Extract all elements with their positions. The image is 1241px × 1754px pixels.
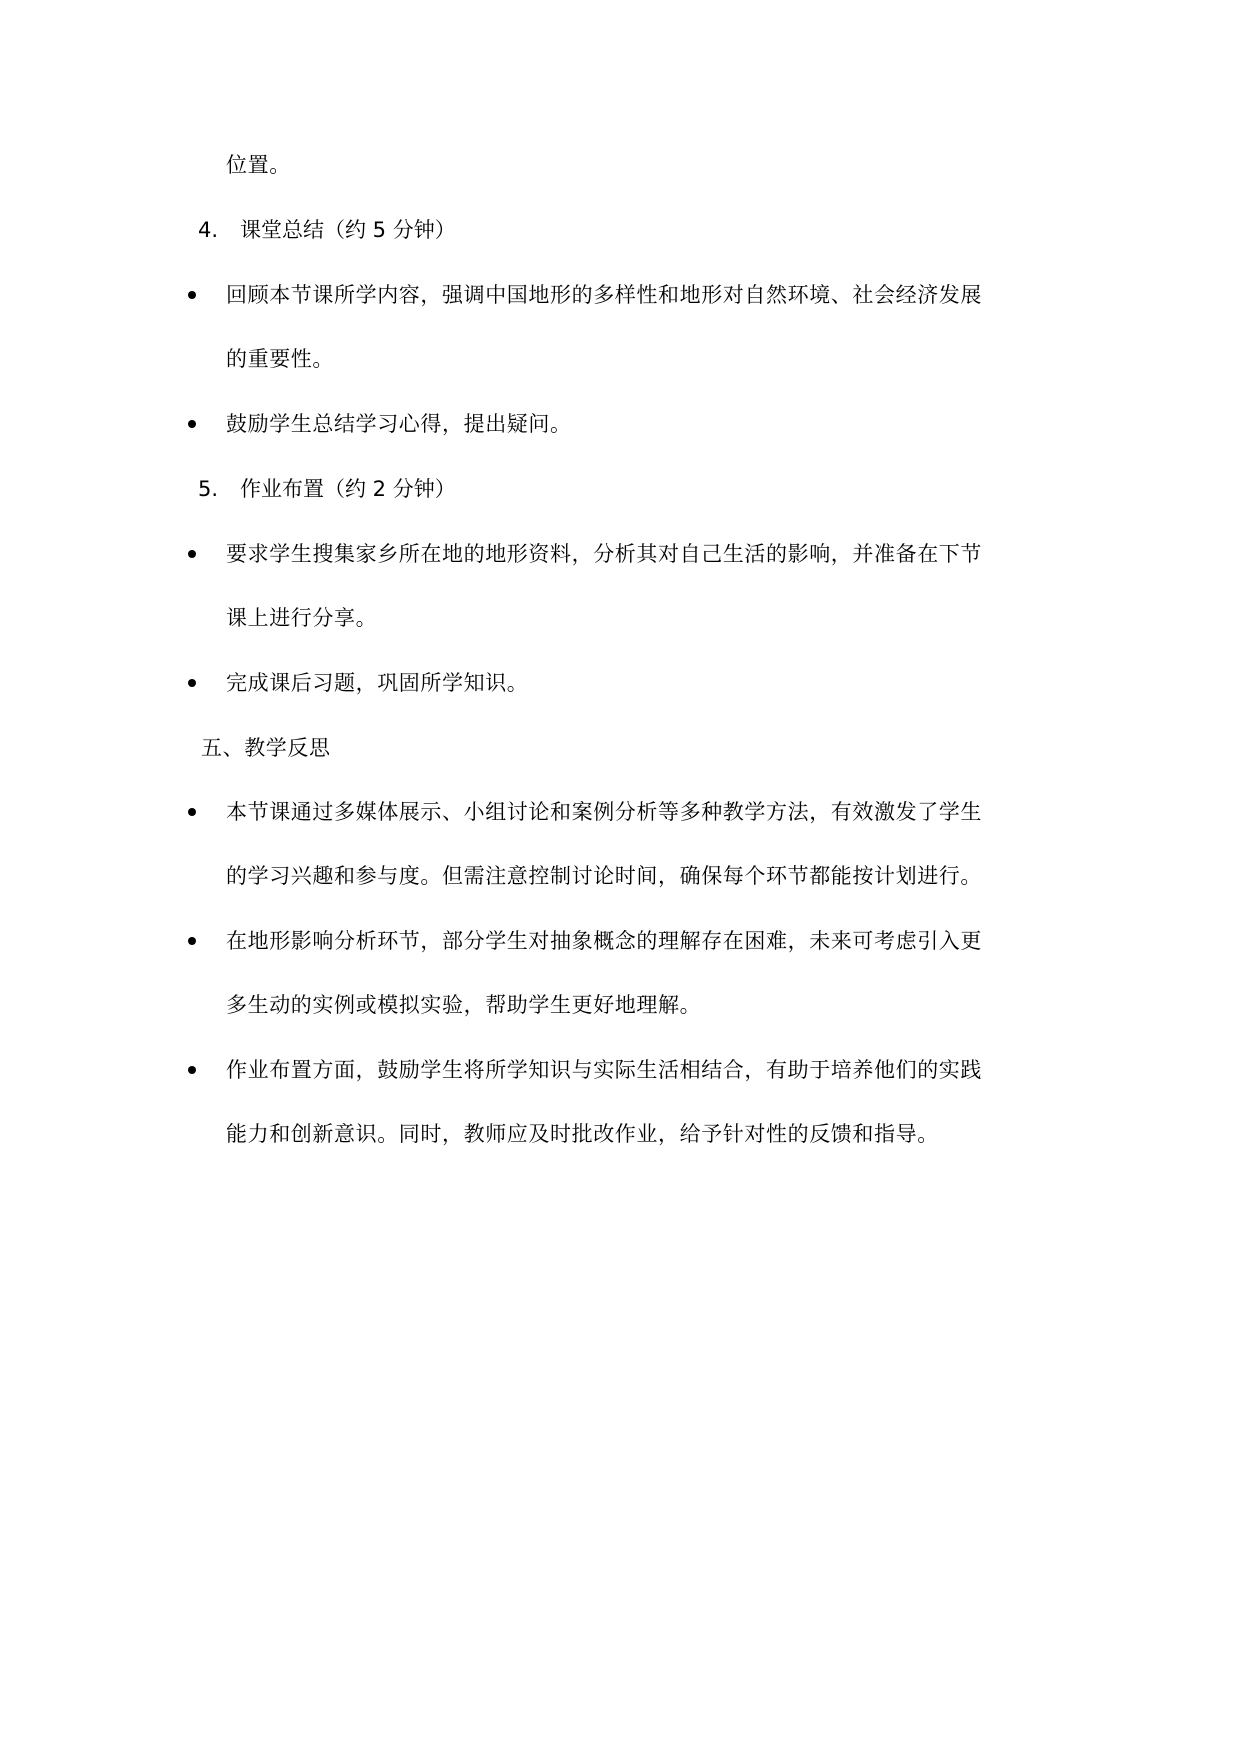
bullet-icon — [188, 291, 196, 299]
list-item: 完成课后习题，巩固所学知识。 — [226, 671, 529, 695]
section-5-title-text: 作业布置（约 2 分钟） — [240, 477, 456, 501]
bullet-icon — [188, 550, 196, 558]
list-item-continuation: 课上进行分享。 — [226, 606, 378, 630]
section-4-number: 4. — [198, 218, 219, 242]
bullet-icon — [188, 937, 196, 945]
list-item-continuation: 多生动的实例或模拟实验，帮助学生更好地理解。 — [226, 993, 702, 1017]
list-item: 鼓励学生总结学习心得，提出疑问。 — [226, 412, 572, 436]
list-item: 回顾本节课所学内容，强调中国地形的多样性和地形对自然环境、社会经济发展 — [226, 283, 982, 307]
bullet-icon — [188, 420, 196, 428]
section-5-number: 5. — [198, 477, 219, 501]
list-item-continuation: 能力和创新意识。同时，教师应及时批改作业，给予针对性的反馈和指导。 — [226, 1122, 939, 1146]
reflection-heading: 五、教学反思 — [201, 736, 331, 760]
continuation-text: 位置。 — [226, 153, 291, 177]
section-4-title — [198, 215, 456, 245]
section-5-title — [198, 474, 456, 504]
list-item: 要求学生搜集家乡所在地的地形资料，分析其对自己生活的影响，并准备在下节 — [226, 542, 982, 566]
list-item-continuation: 的重要性。 — [226, 347, 334, 371]
list-item: 作业布置方面，鼓励学生将所学知识与实际生活相结合，有助于培养他们的实践 — [226, 1058, 982, 1082]
bullet-icon — [188, 679, 196, 687]
list-item: 本节课通过多媒体展示、小组讨论和案例分析等多种教学方法，有效激发了学生 — [226, 800, 982, 824]
bullet-icon — [188, 1066, 196, 1074]
list-item-continuation: 的学习兴趣和参与度。但需注意控制讨论时间，确保每个环节都能按计划进行。 — [226, 864, 982, 888]
bullet-icon — [188, 808, 196, 816]
section-4-title-text: 课堂总结（约 5 分钟） — [240, 218, 456, 242]
list-item: 在地形影响分析环节，部分学生对抽象概念的理解存在困难，未来可考虑引入更 — [226, 929, 982, 953]
